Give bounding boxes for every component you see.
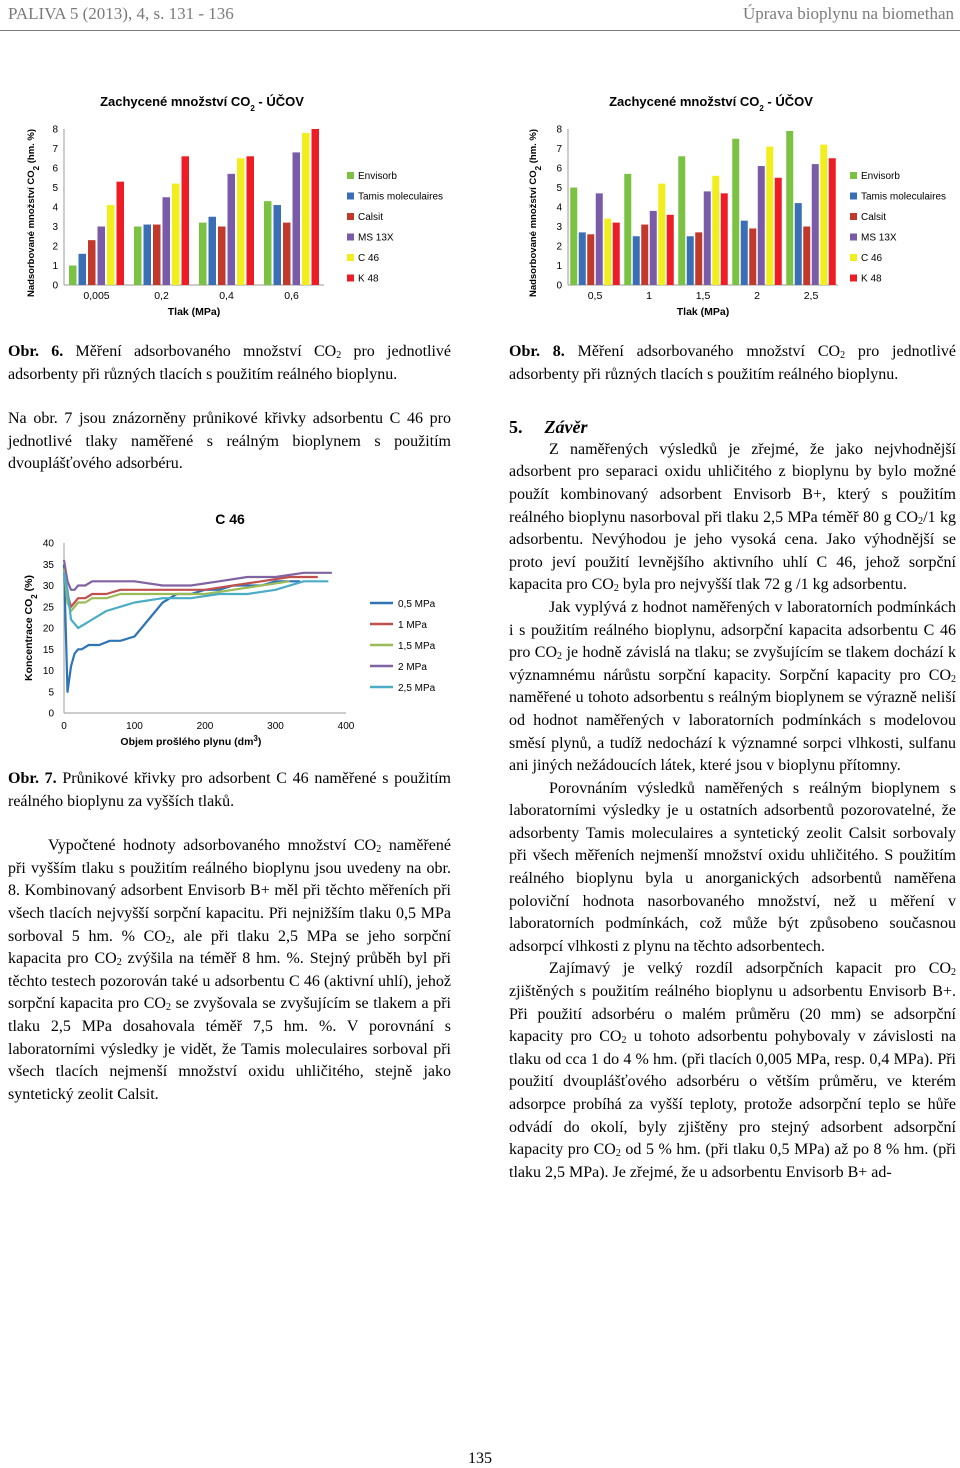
legend-label: 2 MPa [398,662,427,673]
y-tick-label: 4 [556,202,562,214]
y-tick-label: 1 [52,261,58,272]
bar [829,158,836,285]
legend-swatch [347,234,354,241]
bar [758,166,765,285]
legend-label: Tamis moleculaires [861,191,947,203]
legend-swatch [850,213,857,220]
x-tick-label: 300 [267,721,284,732]
series-line [64,564,300,692]
paragraph-results: Vypočtené hodnoty adsorbovaného množství $CO_2$ naměřené při vyšším tlaku s použitím reálného bioplynu jsou uvedeny na obr. 8. Kombinovaný adsorbent Envisorb B+ měl při těchto měřeních při všech tlacích nejvyšší sorpční kapacitu. Při nejnižším tlaku 0,5 MPa sorboval 5 hm. % $CO_2$, ale při tlaku 2,5 MPa se jeho sorpční kapacita pro $CO_2$ zvýšila na téměř 8 hm. %. Stejný průběh byl při těchto testech pozorován také u adsorbentu C 46 (aktivní uhlí), jehož sorpční kapacita pro $CO_2$ se zvyšovala se zvyšujícím se tlakem a při tlaku 2,5 MPa dosahovala téměř 7,5 hm. %. V porovnání s laboratorními výsledky je vidět, že Tamis moleculaires sorboval při všech tlacích nejmenší množství oxidu uhličitého, stejně jako syntetický zeolit Calsit. [8,837,452,1103]
page-number: 135 [468,1450,492,1467]
header-left: PALIVA 5 (2013), 4, s. 131 - 136 [8,4,234,23]
legend-label: K 48 [358,273,379,285]
bar [795,203,802,285]
bar [667,215,674,285]
bar [264,201,272,285]
bar [144,225,152,285]
x-tick-label: 0,4 [219,290,234,302]
header-right: Úprava bioplynu na biomethan [742,4,954,23]
conclusion-paragraph-1: Z naměřených výsledků je zřejmé, že jako nejvhodnější adsorbent pro separaci oxidu uhličitého z bioplynu by bylo možné použít kombinovaný adsorbent Envisorb B+, který s použitím reálného bioplynu nasorboval při tlaku 2,5 MPa téměř 80 g $CO_2/1$ kg adsorbentu. Nevýhodou je jeho vysoká cena. Jako výhodnější se proto jeví použití levnějšího aktivního uhlí C 46, jehož sorpční kapacita pro $CO_2$ byla pro nejvyšší tlak 72 g /1 kg adsorbentu. [509,440,957,595]
y-tick-label: 0 [52,280,58,292]
y-tick-label: 5 [556,183,562,194]
y-tick-label: 10 [42,666,54,677]
legend-label: 2,5 MPa [398,683,436,694]
y-tick-label: 30 [42,581,54,592]
y-axis-label: Nadsorbované množství $CO_2$ (hm. %) [26,128,41,298]
bar [820,145,827,285]
x-tick-label: 2,5 [803,290,819,302]
section-heading: 5. Závěr [509,417,588,438]
x-tick-label: 200 [196,721,214,732]
bar [687,236,694,285]
y-axis-label: Nadsorbované množství $CO_2$ (hm. %) [528,128,543,298]
bar [695,232,702,285]
y-tick-label: 40 [42,538,54,550]
bar [678,156,685,285]
y-axis-label: Koncentrace $CO_2$ (%) [23,575,39,681]
bar [741,221,748,285]
y-tick-label: 5 [48,687,54,699]
legend-label: MS 13X [861,232,897,244]
y-tick-label: 2 [52,241,58,253]
bar [712,176,719,285]
bar [98,227,106,286]
x-tick-label: 0,6 [284,290,299,302]
bar [704,191,711,285]
figure-8-bar-chart [524,86,958,326]
left-column-bottom [8,768,451,1106]
bar [312,129,320,285]
bar [237,158,245,285]
x-tick-label: 1 [646,290,652,302]
bar [775,178,782,285]
bar [79,254,87,285]
legend-label: C 46 [358,253,380,264]
bar [786,131,793,285]
figure-6-bar-chart [22,86,452,326]
bar [134,227,142,286]
bar [587,234,594,285]
x-tick-label: 0 [61,721,67,732]
legend-swatch [850,193,857,200]
conclusion-paragraph-3: Porovnáním výsledků naměřených s reálným bioplynem s laboratorními výsledky je u ostatních adsorbentů pozorovatelné, že adsorbenty Tamis moleculaires a syntetický zeolit Calsit sorbovaly při všech měřeních nejmenší množství oxidu uhličitého. S použitím reálného bioplynu byla u anorganických adsorbentů naměřena poloviční hodnota nasorbovaného množství, než u měření v laboratorních podmínkách, což může být způsobeno současnou adsorpcí vlhkosti z plynu na těchto adsorbentech. [509,779,956,955]
x-tick-label: 1,5 [695,290,711,302]
bar [199,223,207,285]
y-tick-label: 5 [52,183,58,194]
y-tick-label: 1 [556,261,562,272]
y-tick-label: 20 [42,623,54,635]
legend-swatch [347,213,354,220]
y-tick-label: 6 [52,163,58,175]
bar [641,225,648,285]
conclusion-paragraph-2: Jak vyplývá z hodnot naměřených v laboratorních podmínkách i s použitím reálného bioplynu, adsorpční kapacita adsorbentu C 46 pro $CO_2$ je hodně závislá na tlaku; se zvyšujícím se tlakem dochází k významnému nárůstu sorpční kapacity. Sorpční kapacity pro $CO_2$ naměřené u tohoto adsorbentu s reálným bioplynem se výrazně neliší od hodnot naměřených v laboratorních podmínkách s modelovou směsí plynů, a tudíž nedochází k významné sorpci vlhkosti, sulfanu ani jiných nežádoucích látek, které jsou v bioplynu přítomny. [509,598,956,775]
series-line [64,573,318,607]
y-tick-label: 0 [556,280,562,292]
legend-swatch [850,275,857,282]
chart-title: Zachycené množství $CO_2$ - ÚČOV [100,94,304,113]
legend-swatch [850,254,857,261]
bar [579,232,586,285]
x-axis-label: Objem prošlého plynu $(dm^3)$ [120,733,262,748]
y-tick-label: 2 [556,241,562,253]
bar [596,193,603,285]
y-tick-label: 8 [52,124,58,136]
bar [721,193,728,285]
conclusion-paragraph-4: Zajímavý je velký rozdíl adsorpčních kapacit pro $CO_2$ zjištěných s použitím reálného bioplynu u adsorbentu Envisorb B+. Při použití adsorbéru o malém průměru (20 mm) se adsorpční kapacity pro $CO_2$ u tohoto adsorbentu pohybovaly v závislosti na tlaku od cca 1 do 4 % hm. (při tlacích 0,005 MPa, resp. 0,4 MPa). Při použití dvouplášťového adsorbéru o větším průměru, ve kterém adsorpce probíhá za vyšší teploty, protože adsorpční teplo se hůře odvádí do okolí, byly zjištěny pro stejný adsorbent adsorpční kapacity pro $CO_2$ od 5 % hm. (při tlaku 0,5 MPa) až po 8 % hm. (při tlaku 2,5 MPa). Je zřejmé, že u adsorbentu Envisorb B+ ad- [509,960,956,1181]
right-column [509,341,956,1184]
bar [283,223,291,285]
chart-title: C 46 [215,511,245,527]
legend-swatch [850,234,857,241]
bar [247,156,255,285]
y-tick-label: 4 [52,202,58,214]
x-tick-label: 400 [337,721,355,732]
bar [624,174,631,285]
x-axis-label: Tlak (MPa) [167,306,221,318]
x-tick-label: 0,2 [154,290,169,302]
bar [153,225,161,285]
legend-label: Calsit [358,212,384,223]
y-tick-label: 8 [556,124,562,136]
legend-swatch [347,172,354,179]
x-tick-label: 2 [754,290,760,302]
figure-7-line-chart [18,508,458,756]
legend-label: MS 13X [358,232,394,244]
bar [812,164,819,285]
legend-label: K 48 [861,273,882,285]
legend-label: Calsit [861,212,887,223]
chart-title: Zachycené množství $CO_2$ - ÚČOV [609,94,813,113]
legend-label: 1 MPa [398,620,427,631]
bar [293,152,301,285]
y-tick-label: 15 [42,644,54,656]
x-tick-label: 0,5 [587,290,603,302]
legend-label: Envisorb [861,171,900,182]
bar [209,217,217,285]
legend-swatch [347,254,354,261]
paragraph-obr7-intro: Na obr. 7 jsou znázorněny průnikové křivky adsorbentu C 46 pro jednotlivé tlaky naměřené s reálným bioplynem s použitím dvouplášťového adsorbéru. [8,410,451,473]
bar [218,227,226,286]
y-tick-label: 7 [52,144,58,155]
legend-label: Tamis moleculaires [358,191,444,203]
bar [69,266,77,286]
legend-swatch [850,172,857,179]
legend-label: Envisorb [358,171,397,182]
bar [570,188,577,286]
figure-8-caption: Obr. 8. Měření adsorbovaného množství $CO_2$ pro jednotlivé adsorbenty při různých tlacích s použitím reálného bioplynu. [509,343,957,383]
bar [228,174,236,285]
figure-6-caption: Obr. 6. Měření adsorbovaného množství $CO_2$ pro jednotlivé adsorbenty při různých tlacích s použitím reálného bioplynu. [8,343,451,383]
bar [172,184,180,285]
bar [274,205,282,285]
y-tick-label: 0 [48,708,54,720]
bar [117,182,125,285]
x-tick-label: 0,005 [83,290,110,302]
bar [182,156,190,285]
legend-swatch [347,193,354,200]
legend-label: 1,5 MPa [398,641,436,652]
legend-label: 0,5 MPa [398,599,436,610]
y-tick-label: 6 [556,163,562,175]
bar [749,228,756,285]
left-column-top [8,341,451,476]
bar [163,197,171,285]
y-tick-label: 3 [52,222,58,233]
y-tick-label: 25 [42,602,54,614]
legend-label: C 46 [861,253,883,264]
y-tick-label: 3 [556,222,562,233]
bar [732,139,739,285]
legend-swatch [347,275,354,282]
bar [633,236,640,285]
bar [658,184,665,285]
bar [107,205,115,285]
header-rule [0,30,960,31]
bar [766,147,773,285]
bar [803,227,810,286]
y-tick-label: 35 [42,559,54,571]
figure-7-caption: Obr. 7. Průnikové křivky pro adsorbent C 46 naměřené s použitím reálného bioplynu za vyšších tlaků. [8,770,451,810]
x-axis-label: Tlak (MPa) [676,306,730,318]
y-tick-label: 7 [556,144,562,155]
bar [88,240,96,285]
bar [613,223,620,285]
x-tick-label: 100 [126,721,143,732]
bar [302,133,310,285]
bar [650,211,657,285]
bar [604,219,611,285]
